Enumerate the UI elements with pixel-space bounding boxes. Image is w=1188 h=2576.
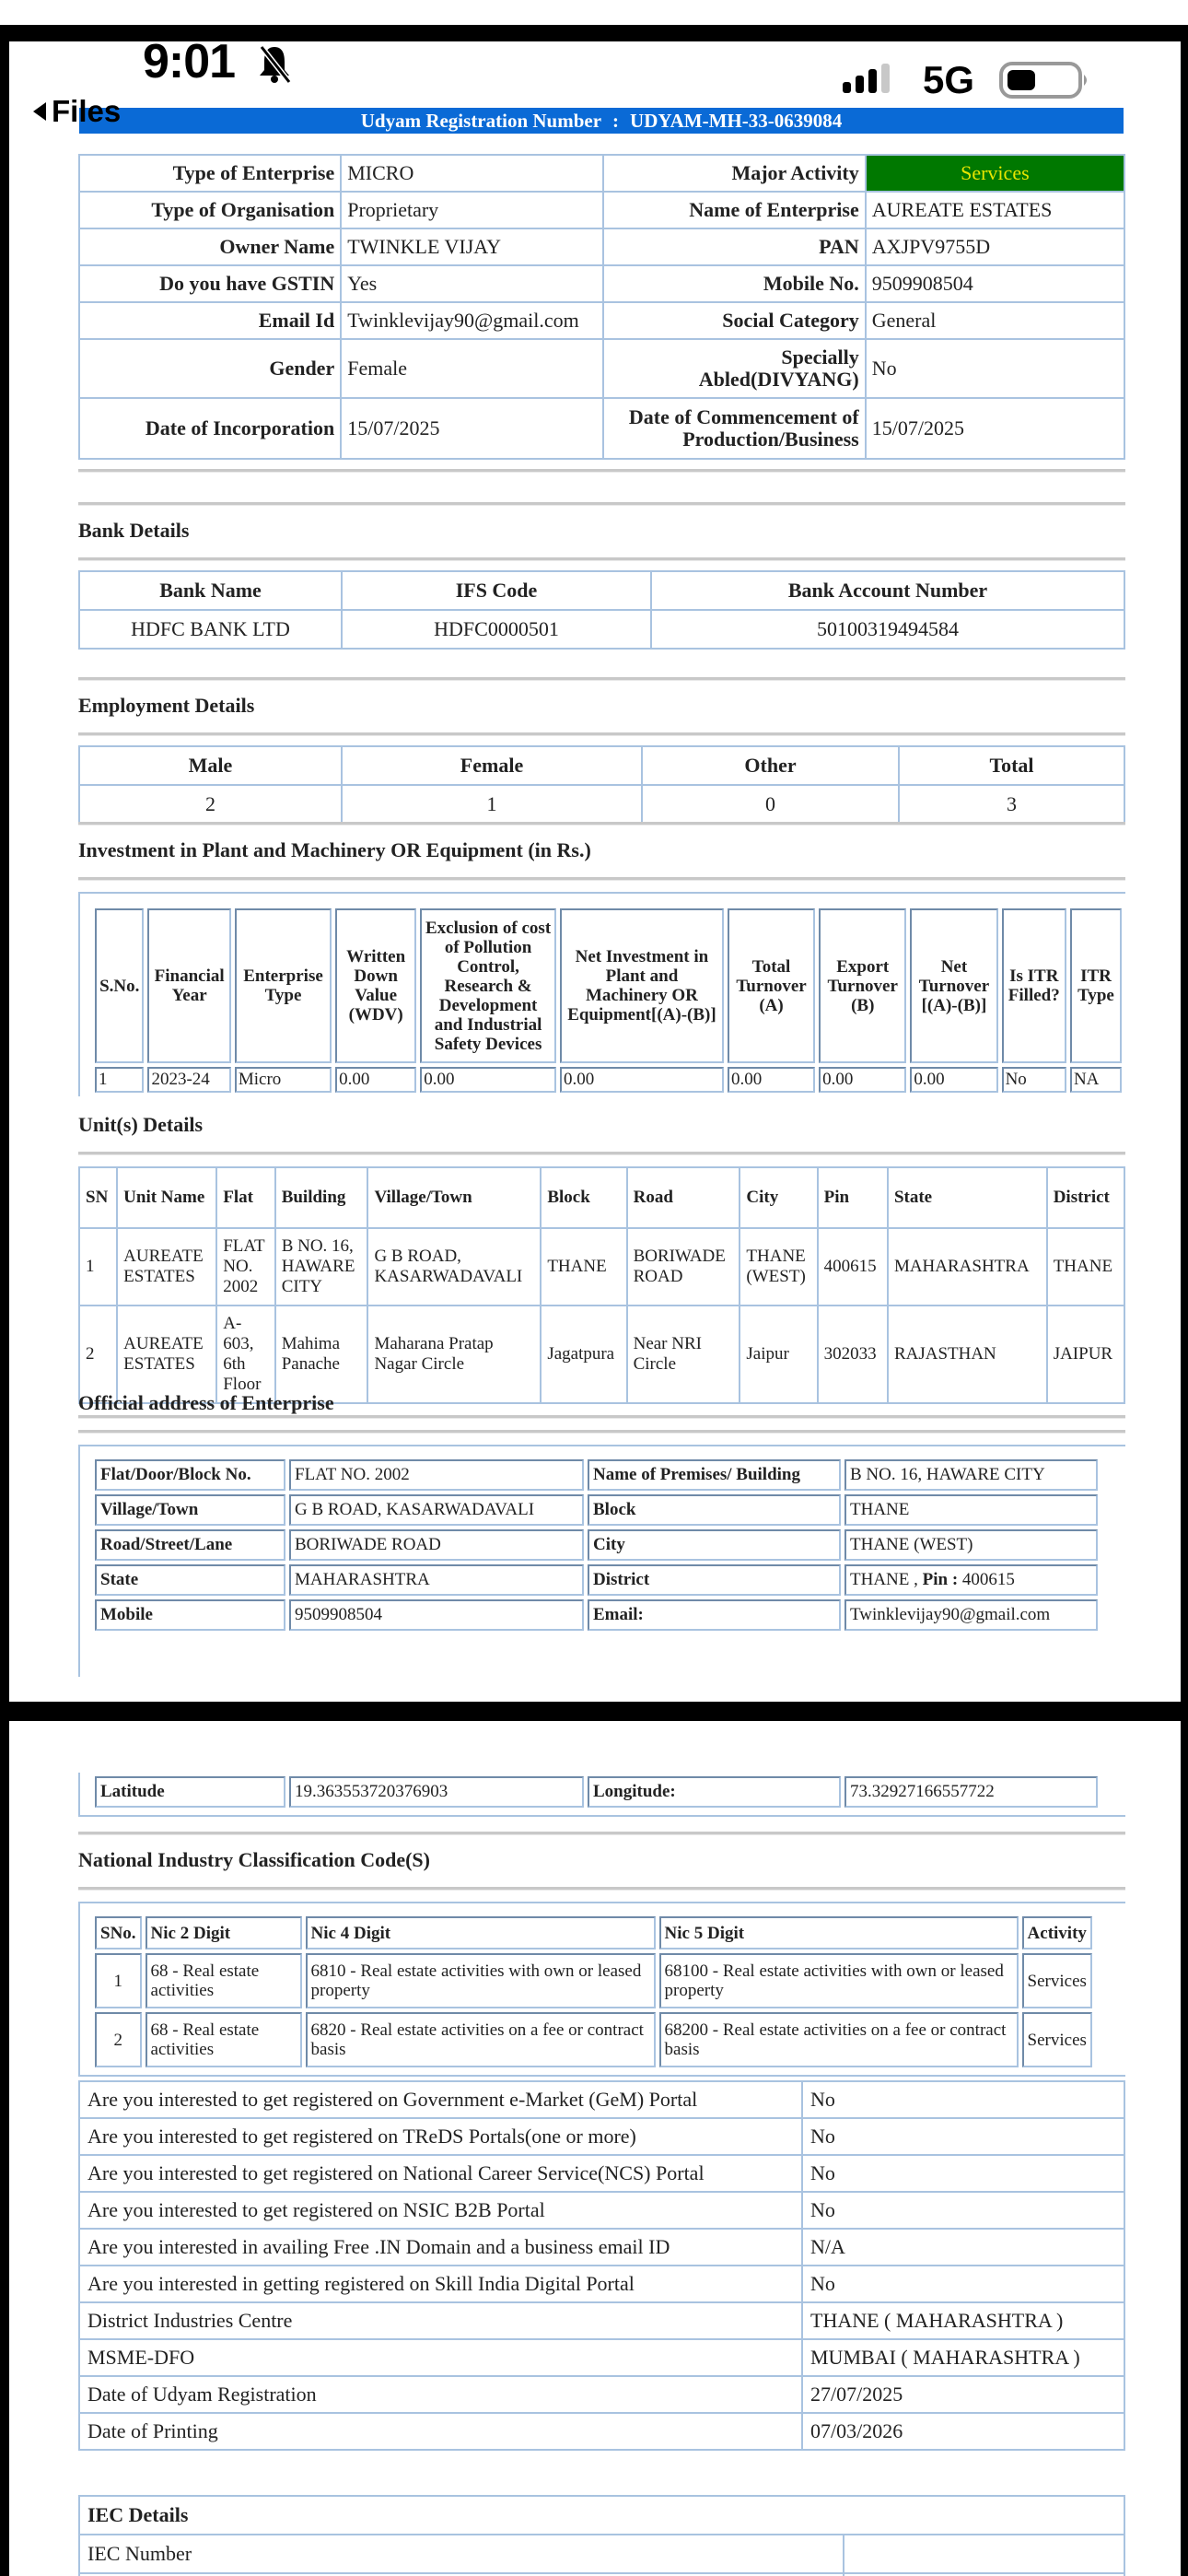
cell: 1 <box>79 1228 117 1306</box>
table-row <box>95 1529 1098 1561</box>
registration-separator: : <box>612 109 620 132</box>
answer: 07/03/2026 <box>802 2413 1124 2450</box>
registration-options-section <box>78 2080 1125 2451</box>
column-header: Total Turnover (A) <box>728 908 815 1063</box>
question: Are you interested to get registered on Government e-Market (GeM) Portal <box>79 2081 802 2118</box>
bank-table <box>78 570 1125 650</box>
column-header: Written Down Value (WDV) <box>335 908 416 1063</box>
column-header: Female <box>342 746 642 785</box>
table-row <box>79 2413 1124 2450</box>
options-table <box>78 2080 1125 2451</box>
nic-table-wrapper <box>78 1902 1125 2077</box>
column-header: Financial Year <box>147 908 230 1063</box>
field-label: Longitude: <box>588 1776 841 1808</box>
table-header-row <box>79 1167 1124 1228</box>
field-label: Type of Enterprise <box>79 155 341 192</box>
question: Date of Printing <box>79 2413 802 2450</box>
field-label: Flat/Door/Block No. <box>95 1459 285 1491</box>
column-header: Total <box>899 746 1124 785</box>
column-header: Unit Name <box>117 1167 216 1228</box>
answer: No <box>802 2266 1124 2302</box>
cell: 68 - Real estate activities <box>146 1953 302 2008</box>
field-label: Do you have GSTIN <box>79 265 341 302</box>
iec-number-value <box>844 2535 1124 2573</box>
table-row <box>95 1067 1122 1093</box>
table-row <box>79 2302 1124 2339</box>
cell: Jagatpura <box>541 1306 626 1403</box>
cell: Near NRI Circle <box>627 1306 740 1403</box>
column-header: City <box>740 1167 817 1228</box>
cell: MAHARASHTRA <box>888 1228 1047 1306</box>
field-label: Date of Commencement of Production/Business <box>603 398 866 459</box>
geo-section <box>78 1773 1125 1817</box>
table-row <box>79 2376 1124 2413</box>
field-label: PAN <box>603 228 866 265</box>
cell: 6810 - Real estate activities with own or leased property <box>306 1953 656 2008</box>
table-row <box>79 302 1124 339</box>
cell: BORIWADE ROAD <box>627 1228 740 1306</box>
table-row <box>95 1564 1098 1596</box>
field-label: Latitude <box>95 1776 285 1808</box>
answer: No <box>802 2081 1124 2118</box>
cell: Services <box>1022 2012 1092 2067</box>
section-title: Bank Details <box>78 519 190 542</box>
section-title: Official address of Enterprise <box>78 1391 334 1414</box>
network-type: 5G <box>923 58 975 101</box>
back-triangle-icon <box>33 102 46 121</box>
field-value: 15/07/2025 <box>341 398 603 459</box>
ifs-code: HDFC0000501 <box>342 610 651 649</box>
field-label: IEC Number <box>79 2535 844 2573</box>
cell: 1 <box>95 1953 142 2008</box>
field-label: Mobile No. <box>603 265 866 302</box>
cell: 6820 - Real estate activities on a fee or contract basis <box>306 2012 656 2067</box>
column-header: Nic 4 Digit <box>306 1916 656 1950</box>
field-value: B NO. 16, HAWARE CITY <box>844 1459 1098 1491</box>
field-label: Specially Abled(DIVYANG) <box>603 339 866 398</box>
cell: A-603, 6th Floor <box>216 1306 274 1403</box>
nic-section <box>78 1832 1125 2077</box>
table-row <box>79 1306 1124 1403</box>
column-header: Flat <box>216 1167 274 1228</box>
employment-section <box>78 677 1125 825</box>
email-value[interactable]: Twinklevijay90@gmail.com <box>341 302 603 339</box>
email-value[interactable]: Twinklevijay90@gmail.com <box>844 1599 1098 1631</box>
status-time: 9:01 <box>143 41 236 88</box>
bank-name: HDFC BANK LTD <box>79 610 342 649</box>
field-value: No <box>866 339 1124 398</box>
question: Are you interested in availing Free .IN Domain and a business email ID <box>79 2229 802 2266</box>
table-header-row <box>95 908 1122 1063</box>
field-value: 15/07/2025 <box>866 398 1124 459</box>
field-value: Female <box>341 339 603 398</box>
cell: Micro <box>235 1067 332 1093</box>
table-row <box>79 228 1124 265</box>
field-value: Yes <box>341 265 603 302</box>
field-value: 9509908504 <box>289 1599 584 1631</box>
longitude-value: 73.32927166557722 <box>844 1776 1098 1808</box>
cell: RAJASTHAN <box>888 1306 1047 1403</box>
answer: 27/07/2025 <box>802 2376 1124 2413</box>
back-label: Files <box>52 94 122 128</box>
field-label: State <box>95 1564 285 1596</box>
battery-icon <box>999 62 1091 99</box>
cell: 0.00 <box>910 1067 997 1093</box>
table-row <box>79 610 1124 649</box>
cell: 68 - Real estate activities <box>146 2012 302 2067</box>
table-row <box>79 2192 1124 2229</box>
field-label: Owner Name <box>79 228 341 265</box>
answer: No <box>802 2192 1124 2229</box>
cell: 2 <box>79 1306 117 1403</box>
field-label: Name of Premises/ Building <box>588 1459 841 1491</box>
geo-table-wrapper <box>78 1773 1125 1817</box>
cell: 400615 <box>818 1228 888 1306</box>
cell: AUREATE ESTATES <box>117 1306 216 1403</box>
column-header: Nic 5 Digit <box>659 1916 1019 1950</box>
field-value: BORIWADE ROAD <box>289 1529 584 1561</box>
cell: FLAT NO. 2002 <box>216 1228 274 1306</box>
question: District Industries Centre <box>79 2302 802 2339</box>
table-row <box>79 265 1124 302</box>
column-header: Net Investment in Plant and Machinery OR Equipment[(A)-(B)] <box>560 908 724 1063</box>
table-row <box>79 155 1124 192</box>
field-label: Date of Incorporation <box>79 398 341 459</box>
nic-table <box>91 1913 1096 2071</box>
field-value: AXJPV9755D <box>866 228 1124 265</box>
column-header: Block <box>541 1167 626 1228</box>
enterprise-table <box>78 154 1125 460</box>
table-row <box>79 398 1124 459</box>
column-header: Enterprise Type <box>235 908 332 1063</box>
column-header: S.No. <box>95 908 144 1063</box>
bell-slash-icon <box>256 43 293 84</box>
table-row <box>95 2012 1092 2067</box>
table-row <box>95 1953 1092 2008</box>
table-row <box>79 1228 1124 1306</box>
divider <box>78 502 1125 506</box>
table-header-row <box>79 571 1124 610</box>
cell: 68100 - Real estate activities with own or leased property <box>659 1953 1019 2008</box>
divider <box>78 469 1125 473</box>
field-value: 9509908504 <box>866 265 1124 302</box>
address-table-wrapper <box>78 1445 1125 1677</box>
answer: N/A <box>802 2229 1124 2266</box>
table-row <box>79 339 1124 398</box>
field-label: Social Category <box>603 302 866 339</box>
divider <box>78 1430 1125 1434</box>
field-label: Village/Town <box>95 1494 285 1526</box>
signal-icon <box>843 64 898 93</box>
cell: THANE <box>1047 1228 1124 1306</box>
cell: 2023-24 <box>147 1067 230 1093</box>
units-table <box>78 1166 1125 1404</box>
field-label: Mobile <box>95 1599 285 1631</box>
enterprise-section <box>78 154 1125 473</box>
section-title: Investment in Plant and Machinery OR Equipment (in Rs.) <box>78 838 591 861</box>
question: Are you interested to get registered on National Career Service(NCS) Portal <box>79 2155 802 2192</box>
column-header: SNo. <box>95 1916 142 1950</box>
column-header: Village/Town <box>367 1167 541 1228</box>
account-number: 50100319494584 <box>651 610 1124 649</box>
column-header: Bank Account Number <box>651 571 1124 610</box>
bank-section <box>78 502 1125 650</box>
divider <box>78 732 1125 736</box>
table-row <box>95 1776 1098 1808</box>
geo-table <box>91 1773 1101 1811</box>
other-count: 0 <box>642 785 899 824</box>
cell: AUREATE ESTATES <box>117 1228 216 1306</box>
table-header-row <box>79 2496 1124 2535</box>
female-count: 1 <box>342 785 642 824</box>
cell: NA <box>1070 1067 1122 1093</box>
column-header: ITR Type <box>1070 908 1122 1063</box>
field-label: District <box>588 1564 841 1596</box>
document-page-2[interactable] <box>9 1721 1181 2576</box>
field-value: G B ROAD, KASARWADAVALI <box>289 1494 584 1526</box>
total-count: 3 <box>899 785 1124 824</box>
field-label: City <box>588 1529 841 1561</box>
question: Date of Udyam Registration <box>79 2376 802 2413</box>
investment-section <box>78 822 1125 1096</box>
investment-table <box>91 905 1125 1096</box>
question: MSME-DFO <box>79 2339 802 2376</box>
pin-value: 400615 <box>961 1570 1015 1589</box>
cell: 68200 - Real estate activities on a fee or contract basis <box>659 2012 1019 2067</box>
document-page-1[interactable] <box>9 41 1181 1702</box>
cell: 0.00 <box>728 1067 815 1093</box>
field-value: Proprietary <box>341 192 603 228</box>
answer: No <box>802 2155 1124 2192</box>
column-header: Net Turnover [(A)-(B)] <box>910 908 997 1063</box>
column-header: Exclusion of cost of Pollution Control, Research & Development and Industrial Safety Devices <box>420 908 556 1063</box>
employment-table <box>78 745 1125 825</box>
back-button[interactable] <box>33 94 121 129</box>
divider <box>78 1887 1125 1891</box>
column-header: Activity <box>1022 1916 1092 1950</box>
table-row <box>95 1494 1098 1526</box>
cell: 1 <box>95 1067 144 1093</box>
field-label: Email: <box>588 1599 841 1631</box>
major-activity-badge: Services <box>866 155 1124 192</box>
answer: THANE ( MAHARASHTRA ) <box>802 2302 1124 2339</box>
field-label: Road/Street/Lane <box>95 1529 285 1561</box>
male-count: 2 <box>79 785 342 824</box>
section-title: Employment Details <box>78 694 255 717</box>
section-title: National Industry Classification Code(S) <box>78 1848 430 1871</box>
registration-label: Udyam Registration Number <box>360 109 602 132</box>
table-header-row <box>79 746 1124 785</box>
cell: Maharana Pratap Nagar Circle <box>367 1306 541 1403</box>
column-header: Pin <box>818 1167 888 1228</box>
field-value: TWINKLE VIJAY <box>341 228 603 265</box>
column-header: District <box>1047 1167 1124 1228</box>
cell: G B ROAD, KASARWADAVALI <box>367 1228 541 1306</box>
cell: 2 <box>95 2012 142 2067</box>
answer: MUMBAI ( MAHARASHTRA ) <box>802 2339 1124 2376</box>
cell: 0.00 <box>420 1067 556 1093</box>
table-row <box>79 785 1124 824</box>
answer: No <box>802 2118 1124 2155</box>
column-header: Export Turnover (B) <box>819 908 906 1063</box>
column-header: Building <box>275 1167 368 1228</box>
field-value: FLAT NO. 2002 <box>289 1459 584 1491</box>
field-value: AUREATE ESTATES <box>866 192 1124 228</box>
latitude-value: 19.363553720376903 <box>289 1776 584 1808</box>
top-strip <box>0 0 1188 25</box>
field-value: MICRO <box>341 155 603 192</box>
address-table <box>91 1456 1101 1634</box>
divider <box>78 557 1125 561</box>
table-row <box>95 1459 1098 1491</box>
table-row <box>79 192 1124 228</box>
column-header: Is ITR Filled? <box>1002 908 1066 1063</box>
cell: THANE (WEST) <box>740 1228 817 1306</box>
units-section <box>78 1113 1125 1419</box>
field-label: Block <box>588 1494 841 1526</box>
cell: THANE <box>541 1228 626 1306</box>
cell: B NO. 16, HAWARE CITY <box>275 1228 368 1306</box>
field-value: General <box>866 302 1124 339</box>
cell: 0.00 <box>560 1067 724 1093</box>
table-row <box>95 1599 1098 1631</box>
section-title: IEC Details <box>79 2496 1124 2535</box>
section-title: Unit(s) Details <box>78 1113 204 1136</box>
field-value: THANE <box>844 1494 1098 1526</box>
iec-section <box>78 2495 1125 2576</box>
column-header: Nic 2 Digit <box>146 1916 302 1950</box>
table-row <box>79 2229 1124 2266</box>
registration-number-bar <box>79 108 1124 134</box>
cell: No <box>1002 1067 1066 1093</box>
registration-number: UDYAM-MH-33-0639084 <box>630 109 843 132</box>
table-row <box>79 2155 1124 2192</box>
field-label: Gender <box>79 339 341 398</box>
iec-table <box>78 2495 1125 2576</box>
column-header: Bank Name <box>79 571 342 610</box>
table-row <box>79 2339 1124 2376</box>
investment-table-wrapper <box>78 892 1125 1096</box>
pin-label: Pin : <box>922 1570 959 1589</box>
field-value: MAHARASHTRA <box>289 1564 584 1596</box>
divider <box>78 677 1125 681</box>
divider <box>78 822 1125 825</box>
divider <box>78 1152 1125 1155</box>
column-header: Male <box>79 746 342 785</box>
divider <box>78 877 1125 881</box>
column-header: SN <box>79 1167 117 1228</box>
cell: Jaipur <box>740 1306 817 1403</box>
official-address-section <box>78 1391 1125 1677</box>
table-header-row <box>95 1916 1092 1950</box>
field-label: Name of Enterprise <box>603 192 866 228</box>
field-value: THANE , Pin : 400615 <box>844 1564 1098 1596</box>
question: Are you interested to get registered on NSIC B2B Portal <box>79 2192 802 2229</box>
cell: JAIPUR <box>1047 1306 1124 1403</box>
column-header: Road <box>627 1167 740 1228</box>
cell: Mahima Panache <box>275 1306 368 1403</box>
cell: 0.00 <box>335 1067 416 1093</box>
field-value: THANE (WEST) <box>844 1529 1098 1561</box>
table-row <box>79 2081 1124 2118</box>
field-label: Major Activity <box>603 155 866 192</box>
cell: Services <box>1022 1953 1092 2008</box>
field-label: Type of Organisation <box>79 192 341 228</box>
question: Are you interested in getting registered on Skill India Digital Portal <box>79 2266 802 2302</box>
column-header: IFS Code <box>342 571 651 610</box>
table-row <box>79 2266 1124 2302</box>
column-header: State <box>888 1167 1047 1228</box>
cell: 0.00 <box>819 1067 906 1093</box>
question: Are you interested to get registered on TReDS Portals(one or more) <box>79 2118 802 2155</box>
column-header: Other <box>642 746 899 785</box>
table-row <box>79 2118 1124 2155</box>
field-label: Email Id <box>79 302 341 339</box>
cell: 302033 <box>818 1306 888 1403</box>
table-row <box>79 2535 1124 2573</box>
district-value: THANE <box>850 1570 910 1589</box>
divider <box>78 1832 1125 1835</box>
